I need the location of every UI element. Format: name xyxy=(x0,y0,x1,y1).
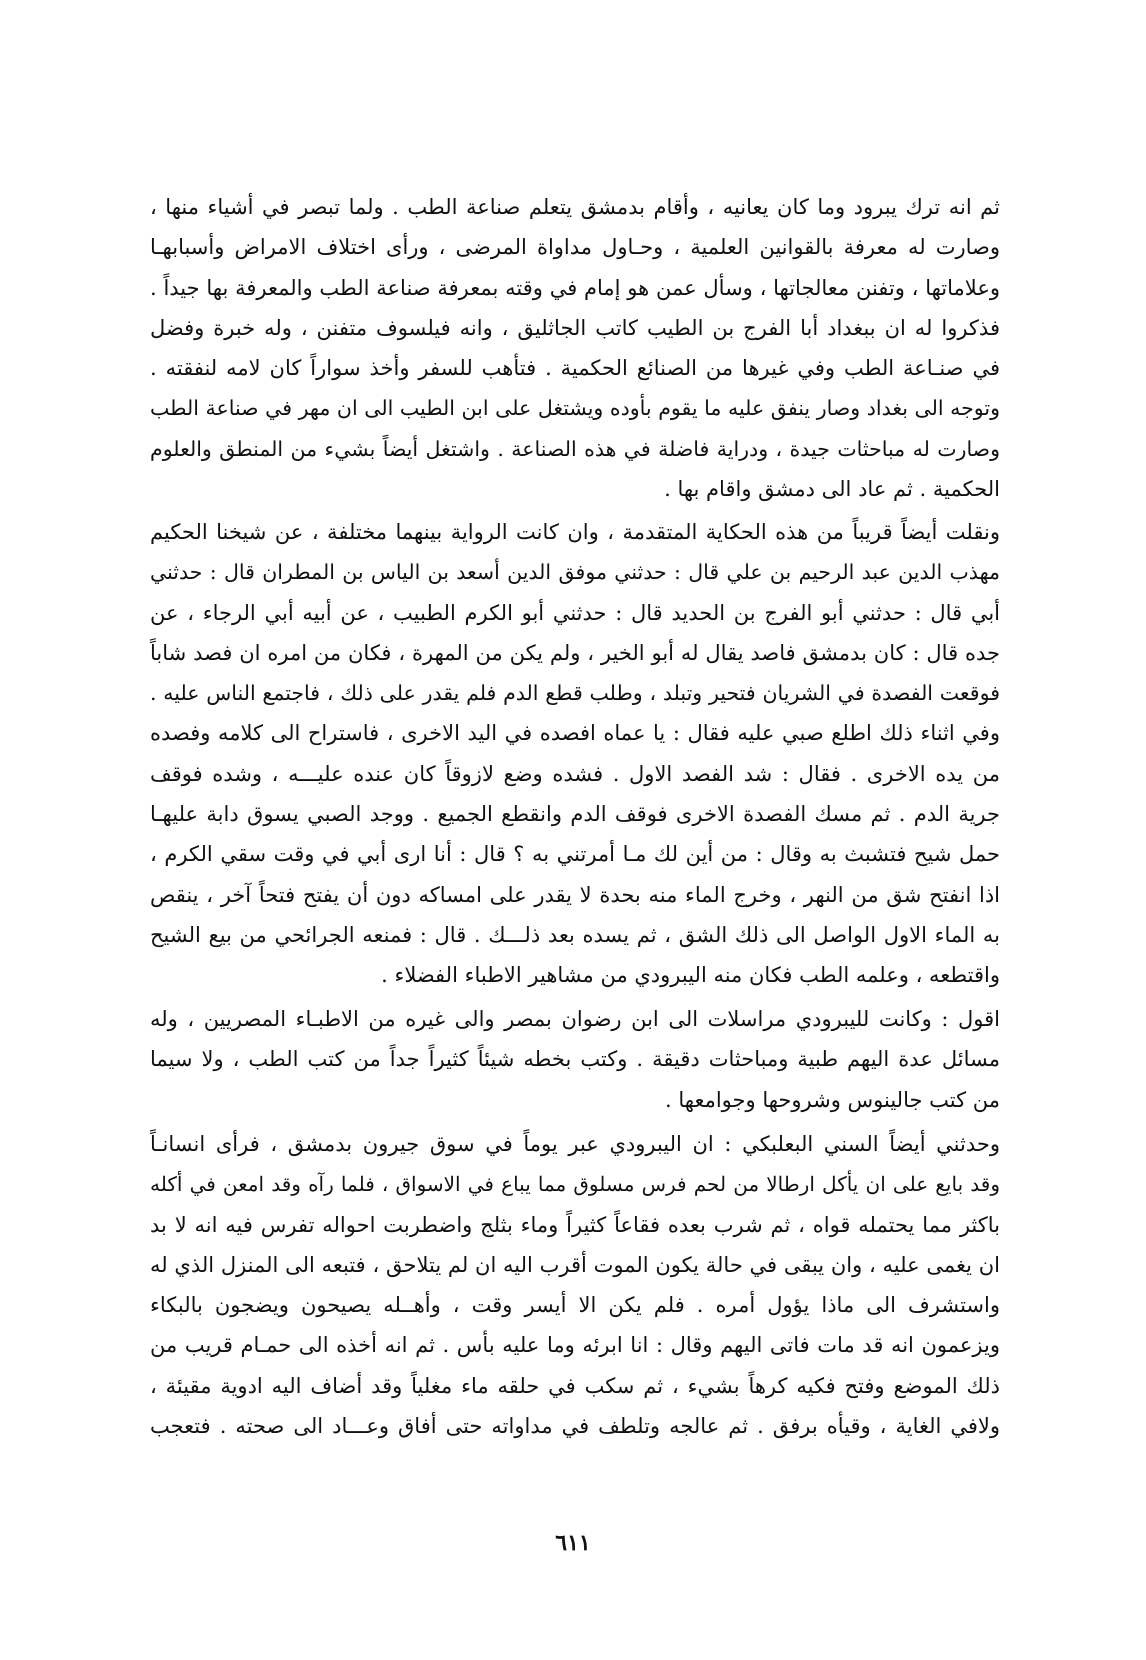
paragraph-3 xyxy=(150,999,1000,1120)
text-line: ان يغمى عليه ، وان يبقى في حالة يكون الموت أقرب اليه ان لم يتلاحق ، فتبعه الى المنزل الذي له xyxy=(150,1252,1000,1277)
text-line: وصارت له معرفة بالقوانين العلمية ، وحـاول مداواة المرضى ، ورأى اختلاف الامراض وأسبابهـا xyxy=(150,235,1000,260)
text-line: في صنـاعة الطب وفي غيرها من الصنائع الحكمية . فتأهب للسفر وأخذ سواراً كان لامه لنفقته . xyxy=(150,356,1000,381)
text-line: واقتطعه ، وعلمه الطب فكان منه اليبرودي من مشاهير الاطباء الفضلاء . xyxy=(381,963,1000,988)
text-line: ثم انه ترك يبرود وما كان يعانيه ، وأقام بدمشق يتعلم صناعة الطب . ولما تبصر في أشياء منها ، xyxy=(150,195,1000,219)
text-line: من كتب جالينوس وشروحها وجوامعها . xyxy=(665,1087,1000,1112)
paragraph-4 xyxy=(150,1124,1000,1446)
text-line: اذا انفتح شق من النهر ، وخرج الماء منه بحدة لا يقدر على امساكه دون أن يفتح فتحاً آخر ، ينقص xyxy=(150,882,1001,907)
text-line: ذلك الموضع وفتح فكيه كرهاً بشيء ، ثم سكب في حلقه ماء مغلياً وقد أضاف اليه ادوية مقيئة ، xyxy=(150,1373,1000,1398)
text-line: ونقلت أيضاً قريباً من هذه الحكاية المتقدمة ، وان كانت الرواية بينهما مختلفة ، عن شيخنا الحكيم xyxy=(150,520,1000,544)
text-line: فذكروا له ان ببغداد أبا الفرج بن الطيب كاتب الجاثليق ، وانه فيلسوف متفنن ، وله خبرة وفضل xyxy=(150,315,1000,340)
text-line: جده قال : كان بدمشق فاصد يقال له أبو الخير ، ولم يكن من المهرة ، فكان من امره ان فصد شاباً xyxy=(150,640,1000,665)
text-line: واستشرف الى ماذا يؤول أمره . فلم يكن الا أيسر وقت ، وأهــله يصيحون ويضجون بالبكاء xyxy=(150,1293,1000,1318)
text-line: وحدثني أيضاً السني البعلبكي : ان اليبرودي عبر يوماً في سوق جيرون بدمشق ، فرأى انسانـاً xyxy=(150,1132,1000,1156)
text-line: باكثر مما يحتمله قواه ، ثم شرب بعده فقاعاً كثيراً وماء بثلج واضطربت احواله تفرس فيه انه لا بد xyxy=(150,1212,1000,1237)
text-line: مهذب الدين عبد الرحيم بن علي قال : حدثني موفق الدين أسعد بن الياس بن المطران قال : حدثني xyxy=(150,560,1000,585)
text-line: وعلاماتها ، وتفنن معالجاتها ، وسأل عمن هو إمام في وقته بمعرفة صناعة الطب والمعرفة بها جيداً . xyxy=(150,275,1000,300)
text-line: مسائل عدة اليهم طبية ومباحثات دقيقة . وكتب بخطه شيئاً كثيراً جداً من كتب الطب ، ولا سيما xyxy=(150,1047,1000,1072)
paragraph-1 xyxy=(150,187,1000,509)
paragraph-2 xyxy=(150,512,1000,996)
text-line: وتوجه الى بغداد وصار ينفق عليه ما يقوم بأوده ويشتغل على ابن الطيب الى ان مهر في صناعة الطب xyxy=(150,396,1000,421)
text-line: الحكمية . ثم عاد الى دمشق واقام بها . xyxy=(664,477,1000,502)
text-line: وقد بايع على ان يأكل ارطالا من لحم فرس مسلوق مما يباع في الاسواق ، فلما رآه وقد امعن في أكله xyxy=(150,1172,1000,1197)
text-line: فوقعت الفصدة في الشريان فتحير وتبلد ، وطلب قطع الدم فلم يقدر على ذلك ، فاجتمع الناس عليه . xyxy=(150,681,1000,706)
text-line: حمل شيح فتشبث به وقال : من أين لك مـا أمرتني به ؟ قال : أنا ارى أبي في وقت سقي الكرم ، xyxy=(150,842,1000,867)
text-line: ويزعمون انه قد مات فاتى اليهم وقال : انا ابرئه وما عليه بأس . ثم انه أخذه الى حمـام قريب من xyxy=(150,1333,1000,1358)
text-line: أبي قال : حدثني أبو الفرج بن الحديد قال : حدثني أبو الكرم الطبيب ، عن أبيه أبي الرجاء ، عن xyxy=(150,600,1000,625)
text-line: اقول : وكانت لليبرودي مراسلات الى ابن رضوان بمصر والى غيره من الاطبـاء المصريين ، وله xyxy=(150,1007,1000,1031)
text-line: من يده الاخرى . فقال : شد الفصد الاول . فشده وضع لازوقاً كان عنده عليـــه ، وشده فوقف xyxy=(150,761,1000,786)
page-number: ٦١١ xyxy=(555,1530,591,1556)
text-line: جرية الدم . ثم مسك الفصدة الاخرى فوقف الدم وانقطع الجميع . ووجد الصبي يسوق دابة عليهـا xyxy=(150,802,1000,827)
text-line: ولافي الغاية ، وقيأه برفق . ثم عالجه وتلطف في مداواته حتى أفاق وعـــاد الى صحته . فتعجب xyxy=(150,1414,1000,1439)
text-line: وصارت له مباحثات جيدة ، ودراية فاضلة في هذه الصناعة . واشتغل أيضاً بشيء من المنطق والعلوم xyxy=(150,436,1000,461)
text-line: به الماء الاول الواصل الى ذلك الشق ، ثم يسده بعد ذلـــك . قال : فمنعه الجرائحي من بيع الشيح xyxy=(150,922,1000,947)
text-line: وفي اثناء ذلك اطلع صبي عليه فقال : يا عماه افصده في اليد الاخرى ، فاستراح الى كلامه وفصده xyxy=(150,721,1000,746)
